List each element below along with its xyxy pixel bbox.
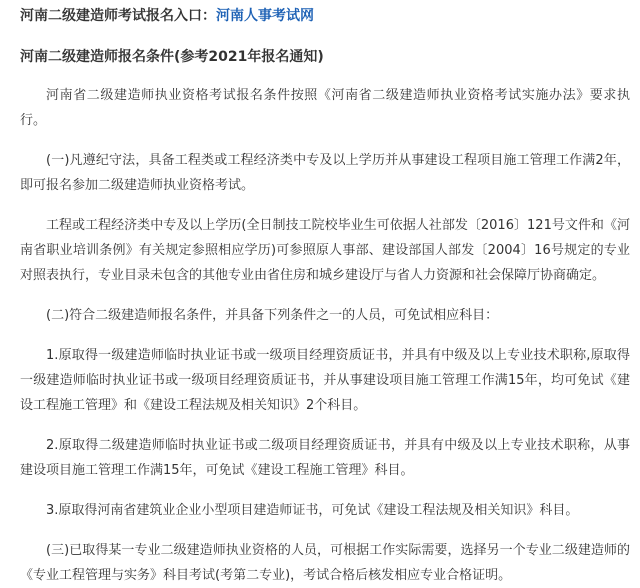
condition-2-item-2: 2.原取得二级建造师临时执业证书或二级项目经理资质证书，并具有中级及以上专业技术职称，从事建设项目施工管理工作满15年，可免试《建设工程施工管理》科目。: [20, 438, 630, 478]
registration-entry-heading: [20, 6, 630, 26]
intro-paragraph: 河南省二级建造师执业资格考试报名条件按照《河南省二级建造师执业资格考试实施办法》要求执行。: [20, 88, 630, 128]
exam-site-link[interactable]: 河南人事考试网: [216, 8, 314, 24]
condition-1-note-paragraph: 工程或工程经济类中专及以上学历(全日制技工院校毕业生可依据人社部发〔2016〕121号文件和《河南省职业培训条例》有关规定参照相应学历)可参照原人事部、建设部国人部发〔2004〕16号规定的专业对照表执行，专业目录未包含的其他专业由省住房和城乡建设厅与省人力资源和社会保障厅协商确定。: [20, 218, 630, 283]
section-title: 河南二级建造师报名条件(参考2021年报名通知): [20, 49, 324, 65]
condition-2-item-1: 1.原取得一级建造师临时执业证书或一级项目经理资质证书，并具有中级及以上专业技术职称,原取得一级建造师临时执业证书或一级项目经理资质证书，并从事建设项目施工管理工作满15年，均可免试《建设工程施工管理》和《建设工程法规及相关知识》2个科目。: [20, 348, 630, 413]
registration-entry-label: 河南二级建造师考试报名入口：: [20, 8, 216, 24]
condition-3-paragraph: (三)已取得某一专业二级建造师执业资格的人员，可根据工作实际需要，选择另一个专业二级建造师的《专业工程管理与实务》科目考试(考第二专业)，考试合格后核发相应专业合格证明。: [20, 543, 630, 583]
condition-1-paragraph: (一)凡遵纪守法，具备工程类或工程经济类中专及以上学历并从事建设工程项目施工管理工作满2年，即可报名参加二级建造师执业资格考试。: [20, 153, 630, 193]
condition-2-paragraph: (二)符合二级建造师报名条件，并具备下列条件之一的人员，可免试相应科目：: [46, 308, 499, 323]
condition-2-item-3: 3.原取得河南省建筑业企业小型项目建造师证书，可免试《建设工程法规及相关知识》科目。: [46, 503, 579, 518]
